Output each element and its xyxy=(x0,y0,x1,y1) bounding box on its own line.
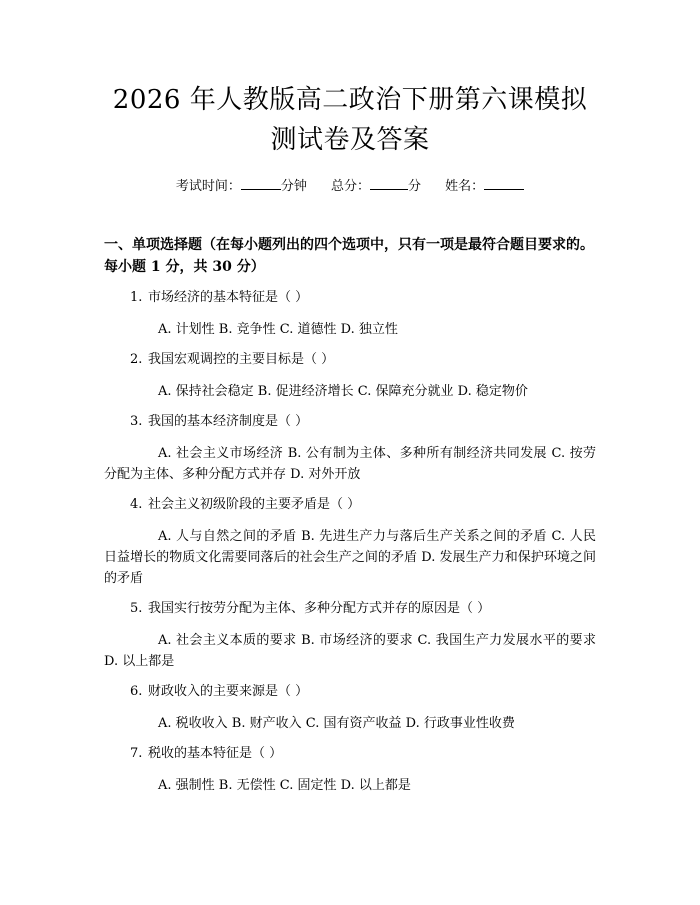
total-score-label: 总分： xyxy=(330,179,370,194)
question-item xyxy=(104,682,596,734)
question-stem xyxy=(104,599,596,619)
question-stem xyxy=(104,412,596,432)
question-number: 2. xyxy=(130,352,143,367)
question-text: 税收的基本特征是（ ） xyxy=(148,746,283,761)
question-number: 4. xyxy=(130,497,143,512)
total-score-blank xyxy=(370,176,408,190)
question-number: 7. xyxy=(130,746,143,761)
document-title: 2026 年人教版高二政治下册第六课模拟测试卷及答案 xyxy=(112,85,588,155)
exam-time-label: 考试时间： xyxy=(175,179,241,194)
question-text: 财政收入的主要来源是（ ） xyxy=(148,684,309,699)
question-options: A. 税收收入 B. 财产收入 C. 国有资产收益 D. 行政事业性收费 xyxy=(158,716,515,731)
exam-time-field xyxy=(176,176,307,196)
question-stem xyxy=(104,682,596,702)
question-text: 市场经济的基本特征是（ ） xyxy=(148,290,309,305)
question-number: 6. xyxy=(130,684,143,699)
question-stem xyxy=(104,744,596,764)
exam-time-blank xyxy=(241,176,281,190)
question-item xyxy=(104,288,596,340)
question-options: A. 社会主义本质的要求 B. 市场经济的要求 C. 我国生产力发展水平的要求 D. 以上都是 xyxy=(104,633,596,669)
question-item xyxy=(104,412,596,485)
question-item xyxy=(104,350,596,402)
student-name-field xyxy=(445,176,524,196)
question-options: A. 人与自然之间的矛盾 B. 先进生产力与落后生产关系之间的矛盾 C. 人民日益增长的物质文化需要同落后的社会生产之间的矛盾 D. 发展生产力和保护环境之间的矛盾 xyxy=(104,529,596,586)
exam-meta-line xyxy=(104,176,596,196)
section-heading: 一、单项选择题（在每小题列出的四个选项中，只有一项是最符合题目要求的。每小题 1 分，共 30 分） xyxy=(104,237,594,275)
question-stem xyxy=(104,350,596,370)
question-options: A. 计划性 B. 竞争性 C. 道德性 D. 独立性 xyxy=(158,322,398,337)
question-text: 我国的基本经济制度是（ ） xyxy=(148,414,309,429)
total-score-unit: 分 xyxy=(408,179,422,194)
question-item xyxy=(104,495,596,589)
question-item xyxy=(104,599,596,672)
question-options: A. 社会主义市场经济 B. 公有制为主体、多种所有制经济共同发展 C. 按劳分配为主体、多种分配方式并存 D. 对外开放 xyxy=(104,446,596,482)
student-name-label: 姓名： xyxy=(445,179,485,194)
question-options: A. 强制性 B. 无偿性 C. 固定性 D. 以上都是 xyxy=(158,778,411,793)
total-score-field xyxy=(331,176,421,196)
question-stem xyxy=(104,495,596,515)
exam-time-unit: 分钟 xyxy=(280,179,307,194)
question-options: A. 保持社会稳定 B. 促进经济增长 C. 保障充分就业 D. 稳定物价 xyxy=(158,384,528,399)
question-number: 3. xyxy=(130,414,143,429)
question-list xyxy=(104,288,596,796)
question-text: 社会主义初级阶段的主要矛盾是（ ） xyxy=(148,497,361,512)
question-item xyxy=(104,744,596,796)
question-number: 1. xyxy=(130,290,143,305)
student-name-blank xyxy=(484,176,524,190)
question-text: 我国宏观调控的主要目标是（ ） xyxy=(148,352,335,367)
question-text: 我国实行按劳分配为主体、多种分配方式并存的原因是（ ） xyxy=(148,601,491,616)
question-stem xyxy=(104,288,596,308)
question-number: 5. xyxy=(130,601,143,616)
